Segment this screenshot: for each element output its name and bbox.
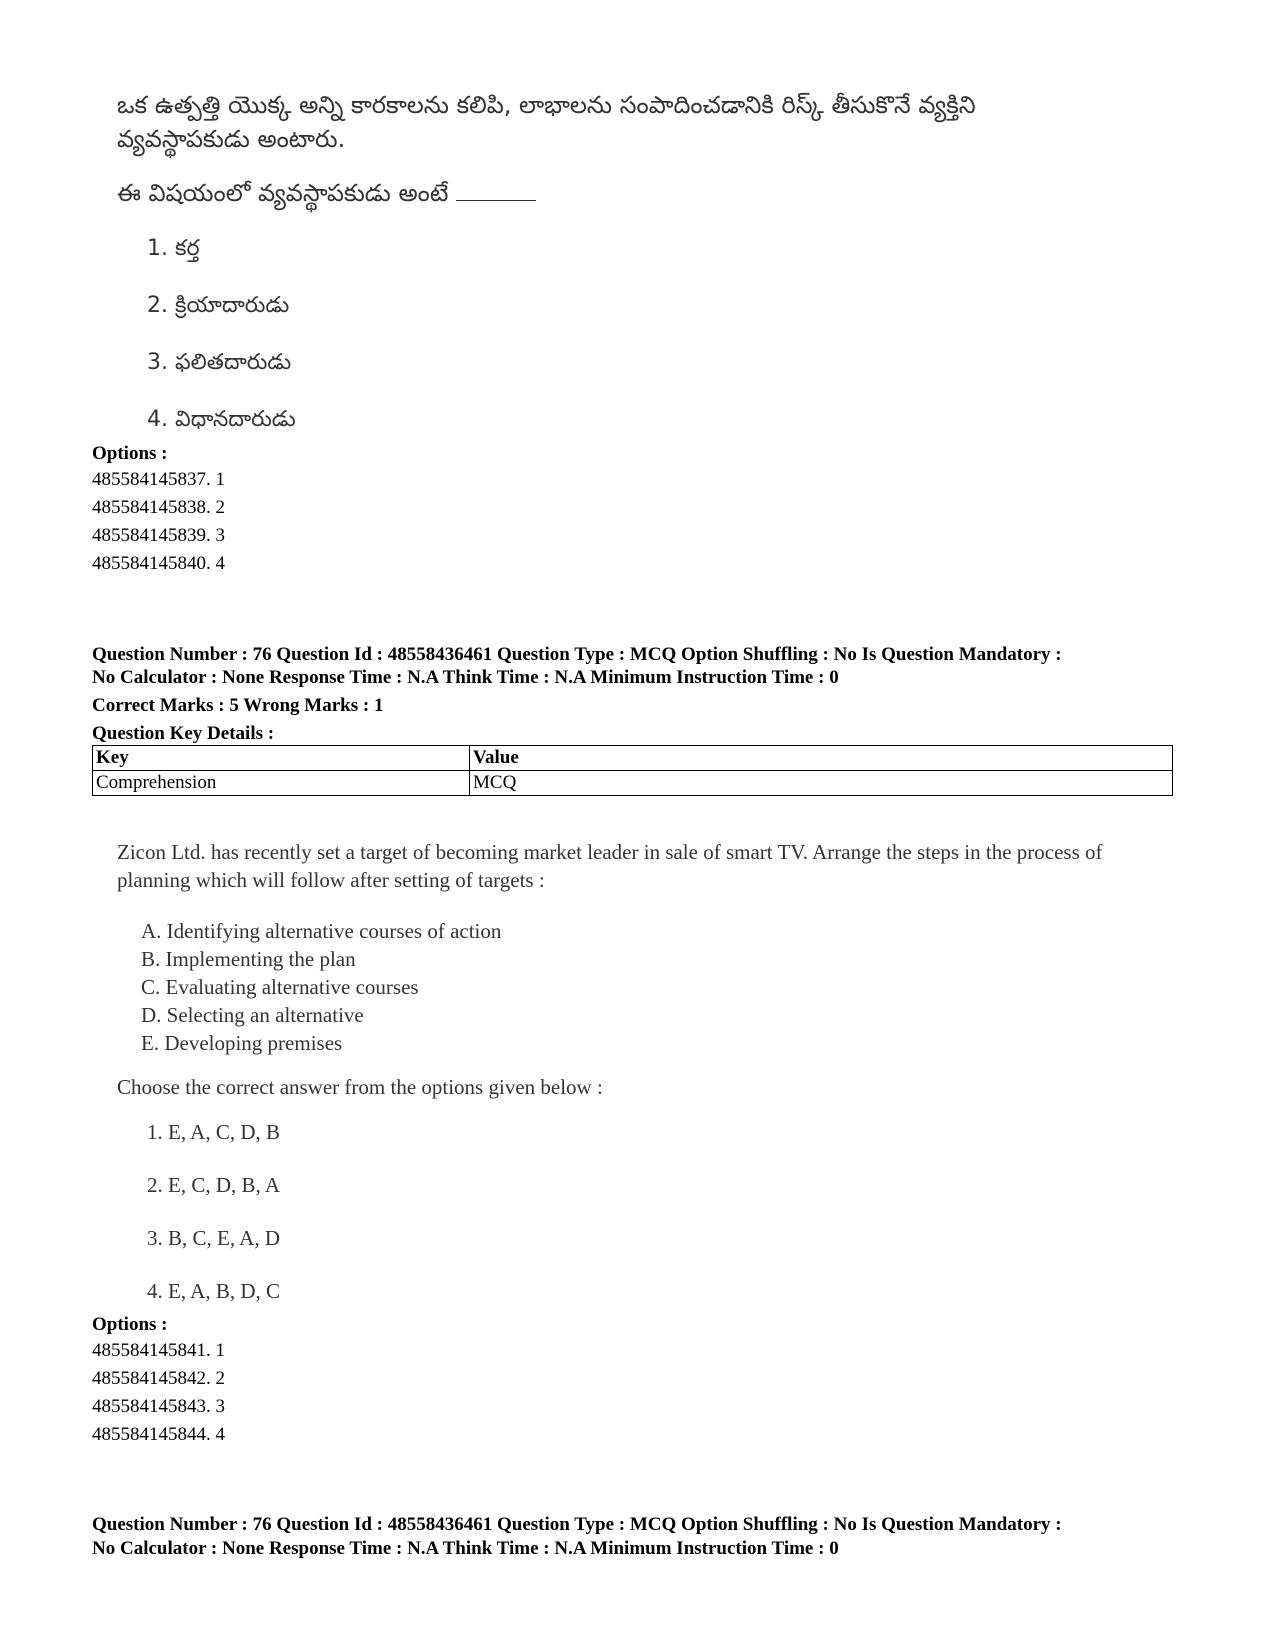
options-list [92,1337,225,1449]
table-header-row [93,746,1173,771]
planning-steps-list [141,917,501,1057]
question-meta-line-1: Question Number : 76 Question Id : 48558436461 Question Type : MCQ Option Shuffling : No Is Question Mandatory : [92,644,1062,665]
key-details-table [92,745,1173,796]
question-stem: Zicon Ltd. has recently set a target of becoming market leader in sale of smart TV. Arrange the steps in the process of planning which will follow after setting of targets : [117,840,1103,892]
options-list [92,466,225,578]
answer-option-2: 2. E, C, D, B, A [147,1173,281,1197]
answer-option-3: 3. B, C, E, A, D [147,1226,281,1250]
table-cell-value: MCQ [470,771,1173,796]
options-label: Options : [92,443,168,464]
table-header-key: Key [93,746,470,771]
marks-line: Correct Marks : 5 Wrong Marks : 1 [92,695,384,716]
telugu-question-prompt [117,176,536,210]
question-meta-line-2: No Calculator : None Response Time : N.A Think Time : N.A Minimum Instruction Time : 0 [92,667,839,688]
telugu-option-4: 4. విధానదారుడు [147,407,296,432]
list-item: D. Selecting an alternative [141,1003,364,1027]
option-id-row: 485584145837. 1 [92,469,225,490]
table-cell-key: Comprehension [93,771,470,796]
answer-blank [456,182,536,201]
telugu-option-3: 3. ఫలితదారుడు [147,350,292,375]
telugu-option-2: 2. క్రియాదారుడు [147,293,290,318]
table-row [93,771,1173,796]
answer-option-1: 1. E, A, C, D, B [147,1120,281,1144]
answer-option-4: 4. E, A, B, D, C [147,1279,281,1303]
option-id-row: 485584145838. 2 [92,497,225,518]
list-item: B. Implementing the plan [141,947,356,971]
list-item: E. Developing premises [141,1031,343,1055]
next-question-meta-line-1: Question Number : 76 Question Id : 48558436461 Question Type : MCQ Option Shuffling : No Is Question Mandatory : [92,1514,1062,1535]
option-id-row: 485584145843. 3 [92,1396,225,1417]
options-label: Options : [92,1314,168,1335]
option-id-row: 485584145839. 3 [92,525,225,546]
list-item: C. Evaluating alternative courses [141,975,419,999]
table-header-value: Value [470,746,1173,771]
telugu-question-text: ఈ విషయంలో వ్యవస్థాపకుడు అంటే [117,179,449,207]
option-id-row: 485584145840. 4 [92,553,225,574]
key-details-label: Question Key Details : [92,723,275,744]
option-id-row: 485584145842. 2 [92,1368,225,1389]
choose-instruction: Choose the correct answer from the options given below : [117,1075,603,1099]
list-item: A. Identifying alternative courses of action [141,919,502,943]
telugu-option-1: 1. కర్త [147,236,200,261]
next-question-meta-line-2: No Calculator : None Response Time : N.A Think Time : N.A Minimum Instruction Time : 0 [92,1538,839,1559]
telugu-question-stem: ఒక ఉత్పత్తి యొక్క అన్ని కారకాలను కలిపి, లాభాలను సంపాదించడానికి రిస్క్ తీసుకొనే వ్యక్తిని వ్యవస్థాపకుడు అంటారు. [117,91,976,153]
option-id-row: 485584145841. 1 [92,1340,225,1361]
option-id-row: 485584145844. 4 [92,1424,225,1445]
